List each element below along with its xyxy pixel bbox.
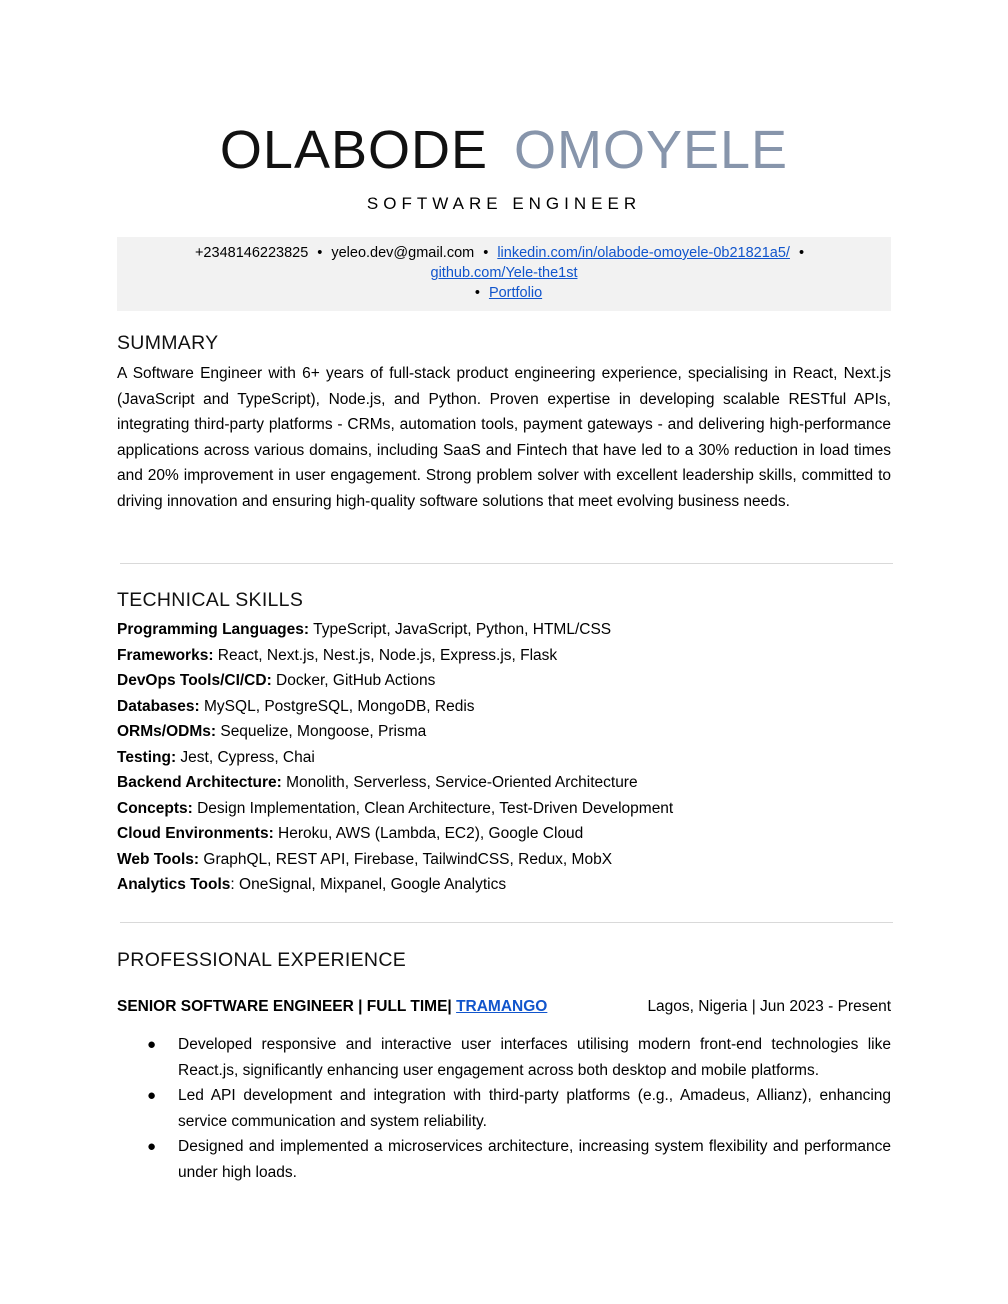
skill-value: Monolith, Serverless, Service-Oriented Architecture: [281, 774, 638, 791]
separator: •: [474, 285, 480, 301]
skill-label: Programming Languages:: [117, 621, 310, 638]
skill-row: [117, 745, 891, 771]
bullet-icon: ●: [147, 1138, 157, 1155]
bullet-text: Developed responsive and interactive user interfaces utilising modern front-end technologies like React.js, significantly enhancing user engagement across both desktop and mobile platforms.: [178, 1036, 891, 1079]
skill-label: Web Tools:: [117, 850, 200, 868]
skill-label: Frameworks:: [117, 646, 214, 664]
skill-value: Docker, GitHub Actions: [271, 672, 436, 689]
list-item: [117, 1134, 891, 1185]
bullet-icon: ●: [147, 1087, 157, 1104]
github-link[interactable]: github.com/Yele-the1st: [430, 265, 578, 281]
skill-row: [117, 821, 891, 847]
separator: •: [317, 245, 323, 261]
job-role: SOFTWARE ENGINEER: [366, 194, 642, 213]
skill-label: Cloud Environments:: [117, 825, 274, 842]
skill-value: GraphQL, REST API, Firebase, TailwindCSS, Redux, MobX: [199, 850, 613, 868]
contact-bar: [117, 237, 891, 311]
skill-value: React, Next.js, Nest.js, Node.js, Express.js, Flask: [213, 646, 558, 664]
skill-value: Jest, Cypress, Chai: [176, 748, 315, 766]
skill-row: [117, 796, 891, 822]
bullet-icon: ●: [147, 1036, 157, 1053]
separator: •: [483, 245, 489, 261]
email-address: yeleo.dev@gmail.com: [331, 245, 475, 261]
last-name: OMOYELE: [514, 120, 789, 180]
skill-row: [117, 694, 891, 720]
skill-label: ORMs/ODMs:: [117, 723, 217, 740]
skill-label: Backend Architecture:: [117, 774, 282, 791]
skill-value: Heroku, AWS (Lambda, EC2), Google Cloud: [273, 825, 584, 842]
skills-list: [117, 617, 891, 898]
skill-label: Testing:: [117, 748, 177, 766]
list-item: [117, 1083, 891, 1134]
skill-value: Sequelize, Mongoose, Prisma: [216, 723, 427, 740]
skill-row: [117, 770, 891, 796]
first-name: OLABODE: [219, 120, 488, 180]
job-title: SENIOR SOFTWARE ENGINEER | FULL TIME|: [117, 998, 452, 1015]
skill-label: Analytics Tools: [117, 876, 231, 893]
job-location-date: Lagos, Nigeria | Jun 2023 - Present: [647, 998, 891, 1015]
skill-row: [117, 872, 891, 898]
linkedin-link[interactable]: linkedin.com/in/olabode-omoyele-0b21821a5/: [497, 245, 790, 261]
skill-value: MySQL, PostgreSQL, MongoDB, Redis: [199, 697, 475, 715]
bullet-text: Designed and implemented a microservices architecture, increasing system flexibility and performance under high loads.: [178, 1138, 891, 1181]
skills-heading: TECHNICAL SKILLS: [117, 589, 304, 611]
job-bullets: [117, 1032, 891, 1185]
job-header: [117, 994, 891, 1019]
company-link[interactable]: TRAMANGO: [456, 998, 548, 1015]
skill-row: [117, 719, 891, 745]
skill-value: TypeScript, JavaScript, Python, HTML/CSS: [309, 621, 612, 638]
summary-heading: SUMMARY: [117, 332, 219, 354]
skill-row: [117, 847, 891, 873]
skill-label: Databases:: [117, 697, 200, 715]
experience-heading: PROFESSIONAL EXPERIENCE: [117, 949, 407, 971]
skill-value: Design Implementation, Clean Architecture, Test-Driven Development: [192, 799, 674, 817]
phone-number: +2348146223825: [194, 245, 309, 261]
candidate-name: [0, 118, 1008, 182]
skill-row: [117, 668, 891, 694]
skill-row: [117, 643, 891, 669]
summary-text: A Software Engineer with 6+ years of full-stack product engineering experience, specialising in React, Next.js (JavaScript and TypeScript), Node.js, and Python. Proven expertise in developing scalable RESTful APIs, integrating third-party platforms - CRMs, automation tools, payment gateways - and delivering high-performance applications across various domains, including SaaS and Fintech that have led to a 30% reduction in load times and 20% improvement in user engagement. Strong problem solver with excellent leadership skills, committed to driving innovation and ensuring high-quality software solutions that meet evolving business needs.: [117, 365, 891, 510]
section-divider: [120, 922, 893, 923]
skill-label: Concepts:: [117, 799, 193, 817]
skill-label: DevOps Tools/CI/CD:: [117, 672, 272, 689]
bullet-text: Led API development and integration with third-party platforms (e.g., Amadeus, Allianz), enhancing service communication and system reliability.: [178, 1087, 891, 1130]
section-divider: [120, 563, 893, 564]
portfolio-link[interactable]: Portfolio: [488, 285, 543, 301]
list-item: [117, 1032, 891, 1083]
skill-row: [117, 617, 891, 643]
skill-value: : OneSignal, Mixpanel, Google Analytics: [230, 876, 507, 893]
separator: •: [798, 245, 805, 261]
